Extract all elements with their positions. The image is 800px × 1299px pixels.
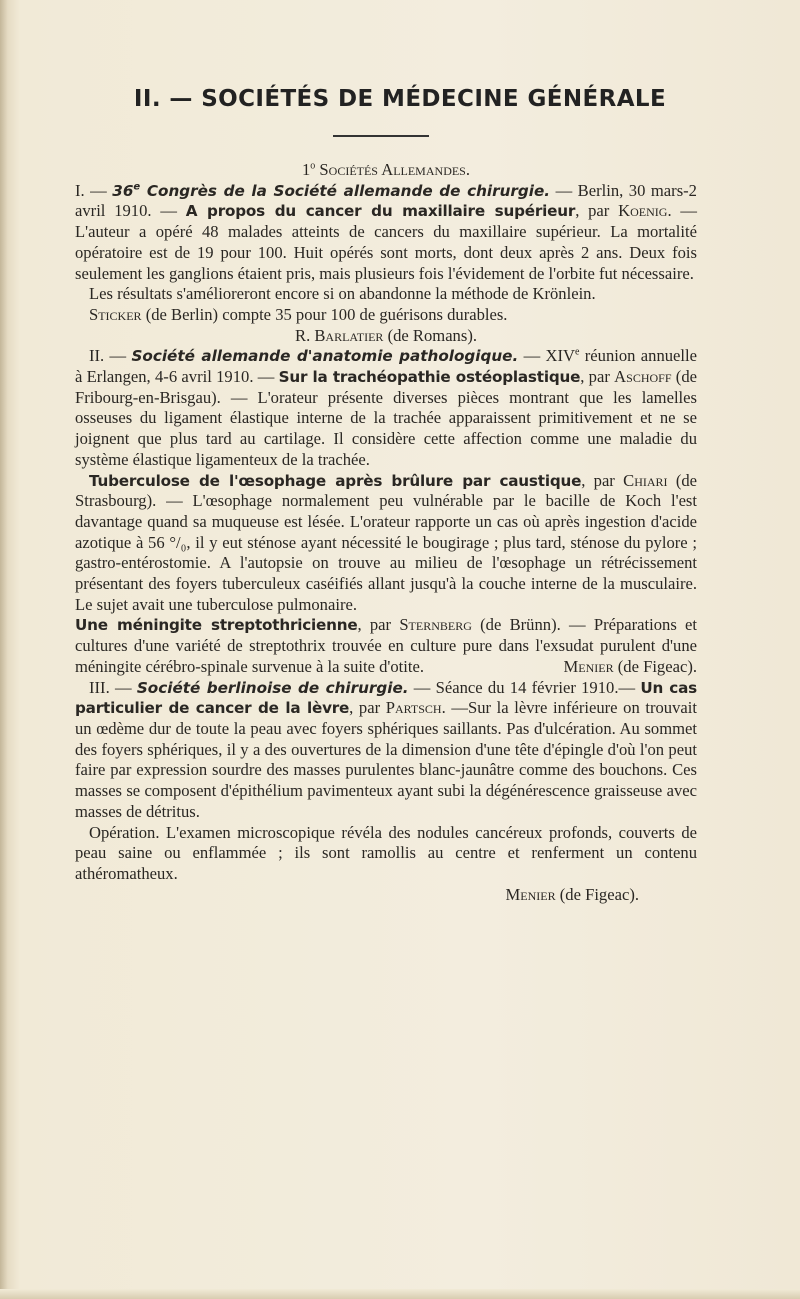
section-3-signature-place: (de Figeac).	[555, 884, 639, 904]
meningitis-body: (de Brünn). — Préparations et cultures d'une variété de streptothrix trouvée en culture pure dans l'exsudat purulent d'une méningite cérébro-spinale survenue à la suite d'otite.	[75, 615, 698, 676]
section-3-signature-name: Menier	[505, 884, 556, 904]
section-1-signature-place: (de Romans).	[383, 325, 477, 345]
tuberculosis-paragraph	[75, 471, 697, 616]
section-2-meeting-sup: e	[575, 346, 580, 358]
section-1-paragraph-2: Les résultats s'amélioreront encore si on abandonne la méthode de Krönlein.	[89, 284, 596, 304]
section-2-meeting-pre: — XIV	[518, 346, 575, 366]
subheading-sup: o	[310, 160, 316, 172]
tuberculosis-by: , par	[581, 470, 624, 490]
section-3-signature	[75, 885, 697, 906]
section-2-signature-place: (de Figeac).	[613, 656, 697, 676]
section-3-author: Partsch	[385, 698, 442, 718]
section-2-by: , par	[580, 367, 615, 387]
section-2-title: Sur la trachéopathie ostéoplastique	[278, 368, 581, 387]
section-3-number: III. —	[89, 677, 137, 697]
section-1-by: , par	[575, 201, 619, 221]
subheading-text: Sociétés Allemandes.	[319, 160, 471, 179]
section-1-place: — Berlin, 30 mars-2 avril 1910. —	[75, 180, 697, 221]
section-1-congress-sup: e	[133, 181, 141, 193]
section-1-p3-author: Sticker	[89, 304, 142, 324]
section-1-number: I. —	[75, 180, 113, 200]
meningitis-title: Une méningite streptothricienne	[75, 616, 358, 635]
tuberculosis-author: Chiari	[623, 470, 668, 490]
section-1-p3-text: (de Berlin) compte 35 pour 100 de guérisons durables.	[141, 304, 508, 324]
meningitis-paragraph	[75, 615, 697, 677]
section-2-author: Aschoff	[614, 367, 672, 387]
section-1-title: A propos du cancer du maxillaire supérieur	[185, 202, 576, 221]
section-1-author: Koenig	[618, 201, 668, 221]
section-subheading	[75, 160, 697, 181]
section-2-society: Société allemande d'anatomie pathologique.	[131, 347, 519, 366]
section-3-by: , par	[349, 698, 386, 718]
tuberculosis-title: Tuberculose de l'œsophage après brûlure par caustique	[89, 471, 582, 490]
section-1-signature-name: R. Barlatier	[295, 325, 384, 345]
heading-rule	[333, 135, 429, 137]
tuberculosis-body: (de Strasbourg). — L'œsophage normalement peu vulnérable par le bacille de Koch l'est davantage quand sa muqueuse est lésée. L'orateur rapporte un cas où après ingestion d'acide azotique à 56 °/₀, il y eut sténose ayant nécessité le bougirage ; plus tard, sténose du pylore ; gastro-entérostomie. A l'autopsie on trouve au milieu de l'œsophage un rétrécissement présentant des foyers tuberculeux caséifiés allant jusqu'à la couche interne de la musculaire. Le sujet avait une tuberculose pulmonaire.	[75, 470, 698, 614]
section-3-title: Un cas particulier de cancer de la lèvre	[75, 678, 697, 718]
section-3-society: Société berlinoise de chirurgie.	[136, 678, 409, 697]
article-body	[75, 160, 697, 905]
section-2-paragraph	[75, 346, 697, 470]
page-heading: II. — SOCIÉTÉS DE MÉDECINE GÉNÉRALE	[133, 86, 667, 112]
subheading-number: 1	[301, 160, 311, 179]
section-1-paragraph	[75, 181, 697, 285]
section-1-paragraph-3	[75, 305, 697, 326]
section-3-paragraph	[75, 678, 697, 823]
section-3-body: . —Sur la lèvre inférieure on trouvait un œdème dur de toute la peau avec foyers sphériques saillants. Pas d'ulcération. Au sommet des foyers sphériques, il y a des ouvertures de la dimension d'une tête d'épingle d'où l'on peut faire par expression sourdre des masses purulentes blanc-jaunâtre comme des bouchons. Ces masses se composent d'épithélium pavimenteux ayant subi la dégénérescence graisseuse avec masses de détritus.	[75, 698, 697, 821]
section-1-congress-number: 36	[112, 181, 134, 200]
section-3-paragraph-2: Opération. L'examen microscopique révéla des nodules cancéreux profonds, couverts de peau saine ou enflammée ; ils sont ramollis au centre et renferment un contenu athéromatheux.	[75, 822, 697, 883]
section-1-congress-title: Congrès de la Société allemande de chirurgie.	[140, 181, 551, 200]
section-1-signature	[75, 326, 697, 347]
section-2-signature-name: Menier	[563, 656, 614, 676]
section-2-meeting: réunion annuelle à Erlangen, 4-6 avril 1910. —	[75, 346, 697, 387]
meningitis-by: , par	[357, 615, 400, 635]
meningitis-author: Sternberg	[399, 615, 472, 635]
section-2-signature	[564, 657, 697, 678]
section-2-number: II. —	[89, 346, 132, 366]
section-1-body: . — L'auteur a opéré 48 malades atteints de cancers du maxillaire supérieur. La mortalité opératoire est de 19 pour 100. Huit opérés sont morts, dont deux après 2 ans. Deux fois seulement les ganglions étaient pris, mais plusieurs fois l'évidement de l'orbite fut nécessaire.	[75, 201, 697, 283]
section-3-meeting: — Séance du 14 février 1910.—	[408, 677, 641, 697]
section-2-body: (de Fribourg-en-Brisgau). — L'orateur présente diverses pièces montrant que les lamelles osseuses du ligament élastique interne de la trachée apparaissent primitivement et ne se joignent que plus tard au cartilage. Il considère cette affection comme une maladie du système élastique ligamenteux de la trachée.	[75, 367, 697, 469]
